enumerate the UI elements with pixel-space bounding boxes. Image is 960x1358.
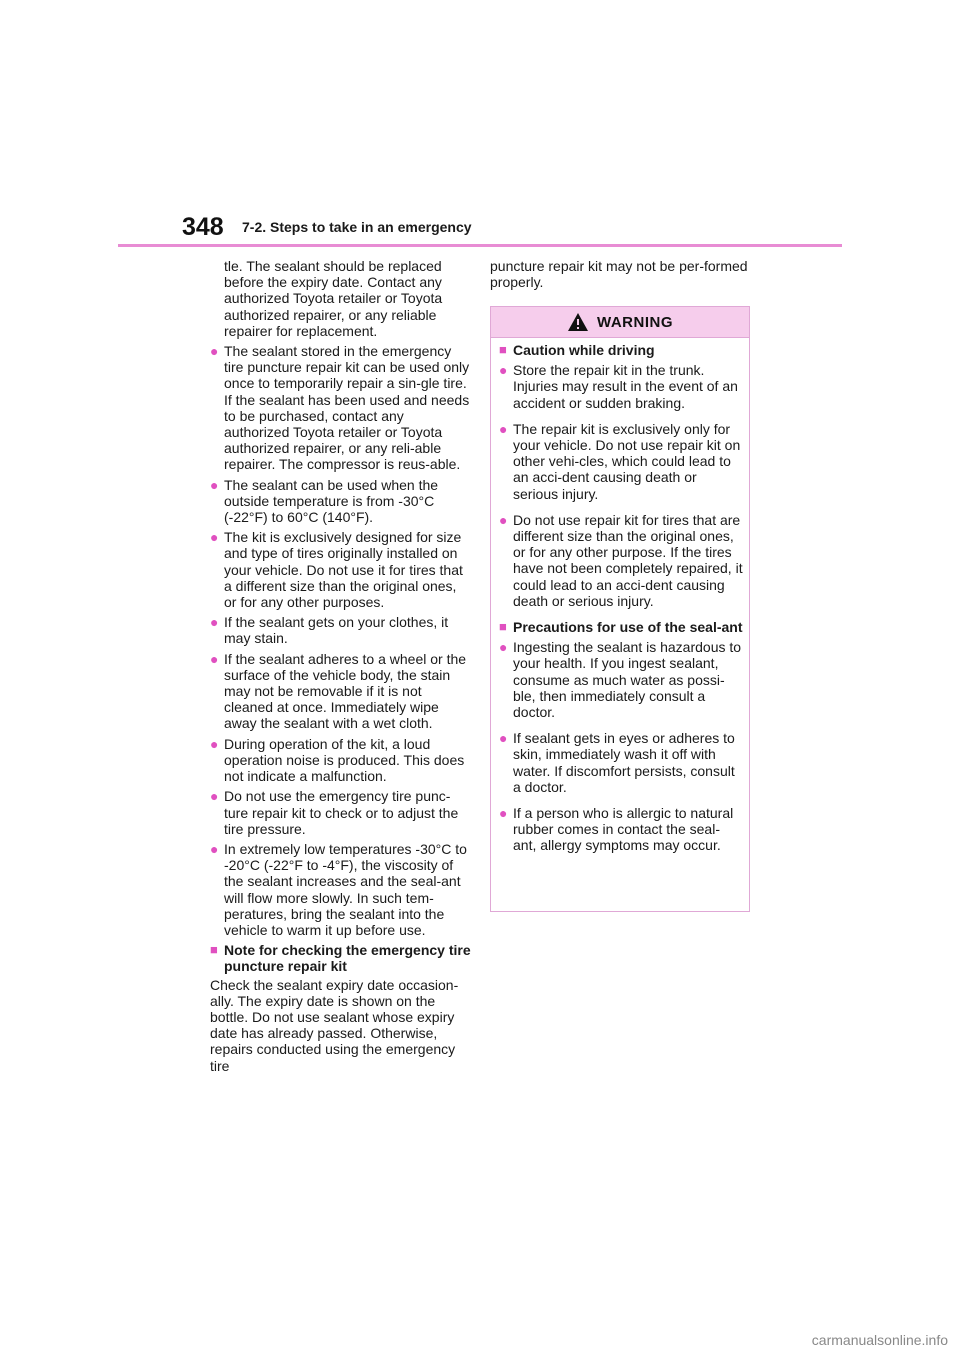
bullet-dot-icon: ● <box>210 788 219 805</box>
right-intro-continuation: puncture repair kit may not be per-formed properly. <box>490 258 748 291</box>
bullet-dot-icon: ● <box>210 614 219 631</box>
page-number: 348 <box>182 213 224 241</box>
warning-title: WARNING <box>597 313 673 331</box>
bullet-dot-icon: ● <box>210 343 219 360</box>
list-item: ● Store the repair kit in the trunk. Injuries may result in the event of an accident or sudden braking. <box>499 362 738 411</box>
bullet-dot-icon: ● <box>499 805 508 822</box>
bullet-dot-icon: ● <box>210 735 219 752</box>
bullet-dot-icon: ● <box>499 420 508 437</box>
list-item: ● The repair kit is exclusively only for your vehicle. Do not use repair kit on other vehi-cles, which could lead to an acci-dent causing death or serious injury. <box>499 420 741 502</box>
note-text: Check the sealant expiry date occasion-ally. The expiry date is shown on the bottle. Do not use sealant whose expiry date has already passed. Otherwise, repairs conducted using the emergency tire <box>210 976 459 1074</box>
list-item: ● If the sealant adheres to a wheel or the surface of the vehicle body, the stain may not be removable if it is not cleaned at once. Immediately wipe away the sealant with a wet cloth. <box>210 650 467 732</box>
list-item: ● The sealant stored in the emergency tire puncture repair kit can be used only once to temporarily repair a sin-gle tire. If the sealant has been used and needs to be purchased, contact any authorized Toyota retailer or Toyota authorized repairer, or any reli-able repairer. The compressor is reus-able. <box>210 343 470 473</box>
header-divider <box>118 244 842 247</box>
list-item: ● Do not use the emergency tire punc-ture repair kit to check or to adjust the tire pressure. <box>210 788 459 837</box>
list-item: ● The sealant can be used when the outside temperature is from -30°C (-22°F) to 60°C (140°F). <box>210 476 439 526</box>
bullet-dot-icon: ● <box>210 840 219 857</box>
left-column <box>210 258 472 1078</box>
square-bullet-icon: ■ <box>499 619 507 635</box>
bullet-dot-icon: ● <box>210 650 219 667</box>
bullet-dot-icon: ● <box>210 476 219 493</box>
bullet-dot-icon: ● <box>499 730 508 747</box>
square-bullet-icon: ■ <box>210 942 218 958</box>
list-item: ● During operation of the kit, a loud operation noise is produced. This does not indicate a malfunction. <box>210 735 465 785</box>
list-item: ● Ingesting the sealant is hazardous to your health. If you ingest sealant, consume as much water as possi-ble, then immediately consult a doctor. <box>499 639 742 721</box>
warning-section-heading: ■ Precautions for use of the seal-ant <box>499 619 743 636</box>
warning-body <box>491 338 749 854</box>
list-item: ● If the sealant gets on your clothes, it may stain. <box>210 614 449 647</box>
list-item: ● The kit is exclusively designed for size and type of tires originally installed on your vehicle. Do not use it for tires that a different size than the original ones, or for any other purposes. <box>210 529 463 611</box>
list-item: ● In extremely low temperatures -30°C to -20°C (-22°F to -4°F), the viscosity of the sealant increases and the seal-ant will flow more slowly. In such tem-peratures, bring the sealant into the vehicle to warm it up before use. <box>210 840 467 938</box>
bullet-dot-icon: ● <box>210 529 219 546</box>
bullet-dot-icon: ● <box>499 362 508 379</box>
square-bullet-icon: ■ <box>499 342 507 357</box>
section-title: 7-2. Steps to take in an emergency <box>242 219 472 235</box>
bullet-dot-icon: ● <box>499 639 508 656</box>
warning-section-heading: ■ Caution while driving <box>499 342 655 358</box>
warning-header <box>491 307 749 338</box>
bullet-dot-icon: ● <box>499 511 508 528</box>
note-heading: ■ Note for checking the emergency tire puncture repair kit <box>210 942 471 975</box>
list-item: ● If sealant gets in eyes or adheres to skin, immediately wash it off with water. If discomfort persists, consult a doctor. <box>499 730 735 795</box>
footer-watermark: carmanualsonline.info <box>811 1332 948 1348</box>
list-item: ● Do not use repair kit for tires that are different size than the original ones, or for any other purpose. If the tires have not been completely repaired, it could lead to an acci-dent causing death or serious injury. <box>499 511 743 609</box>
warning-box <box>490 306 750 912</box>
warning-triangle-icon <box>567 312 589 332</box>
list-item: ● If a person who is allergic to natural rubber comes in contact the seal-ant, allergy symptoms may occur. <box>499 805 734 854</box>
intro-continuation: tle. The sealant should be replaced before the expiry date. Contact any authorized Toyota retailer or Toyota authorized repairer, or any reliable repairer for replacement. <box>224 258 443 339</box>
